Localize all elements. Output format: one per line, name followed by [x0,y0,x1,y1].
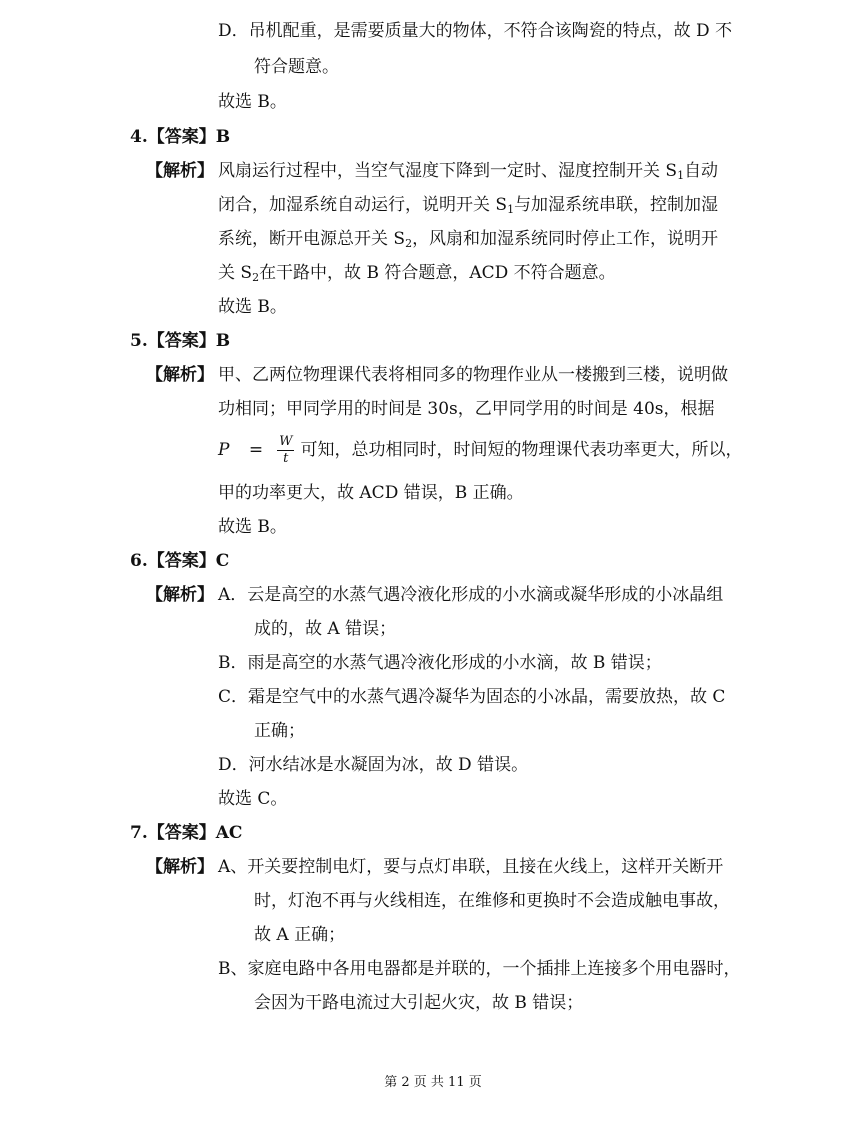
q6-analysis-label: 【解析】 [146,585,214,605]
q6-option-b: B．雨是高空的水蒸气遇冷液化形成的小水滴，故 B 错误； [218,653,662,673]
page-footer: 第 2 页 共 11 页 [384,1075,482,1090]
q4-analysis-line3: 系统，断开电源总开关 $S_2$，风扇和加湿系统同时停止工作，说明开 [218,229,719,250]
q5-analysis-line4: 甲的功率更大，故 ACD 错误，B 正确。 [218,483,524,503]
q7-answer-heading: 7.【答案】AC [130,823,243,843]
formula-p: P [218,440,230,460]
q5-answer-heading: 5.【答案】B [130,331,231,351]
formula-equals: = [248,440,264,460]
q6-option-d: D．河水结冰是水凝固为冰，故 D 错误。 [218,755,529,775]
q5-analysis-line2: 功相同；甲同学用的时间是 30s，乙甲同学用的时间是 40s，根据 [218,399,715,419]
q4-analysis-line4: 关 $S_2$在干路中，故 B 符合题意，ACD 不符合题意。 [218,263,616,284]
q6-answer-heading: 6.【答案】C [130,551,230,571]
q4-answer-heading: 4.【答案】B [130,127,231,147]
q6-option-c-line1: C．霜是空气中的水蒸气遇冷凝华为固态的小冰晶，需要放热，故 C [218,687,726,707]
q7-option-b-line2: 会因为干路电流过大引起火灾，故 B 错误； [254,993,584,1013]
q3-option-d-line2: 符合题意。 [254,57,339,77]
q7-option-a-line3: 故 A 正确； [254,925,346,945]
formula-fraction: $\frac{W}{t}$ [279,434,293,466]
q7-option-b-line1: B、家庭电路中各用电器都是并联的，一个插排上连接多个用电器时， [218,959,741,979]
q5-analysis-line3: 可知，总功相同时，时间短的物理课代表功率更大，所以， [300,440,743,460]
q5-analysis-line1: 甲、乙两位物理课代表将相同多的物理作业从一楼搬到三楼，说明做 [218,365,728,385]
q5-formula-line [218,430,742,470]
q6-conclusion: 故选 C。 [218,789,288,809]
q6-option-a-line2: 成的，故 A 错误； [254,619,397,639]
q7-option-a-line2: 时，灯泡不再与火线相连，在维修和更换时不会造成触电事故， [254,891,730,911]
q3-conclusion: 故选 B。 [218,92,287,112]
q4-analysis-label: 【解析】 [146,161,214,181]
q6-option-a-line1: A．云是高空的水蒸气遇冷液化形成的小水滴或凝华形成的小冰晶组 [218,585,724,605]
q4-analysis-line2: 闭合，加湿系统自动运行，说明开关 $S_1$与加湿系统串联，控制加湿 [218,195,719,216]
q4-analysis-line1: 风扇运行过程中，当空气湿度下降到一定时、湿度控制开关 $S_1$自动 [218,161,719,182]
q7-analysis-label: 【解析】 [146,857,214,877]
q4-conclusion: 故选 B。 [218,297,287,317]
q5-analysis-label: 【解析】 [146,365,214,385]
q5-conclusion: 故选 B。 [218,517,287,537]
q3-option-d-line1: D．吊机配重，是需要质量大的物体，不符合该陶瓷的特点，故 D 不 [218,21,733,41]
q7-option-a-line1: A、开关要控制电灯，要与点灯串联，且接在火线上，这样开关断开 [218,857,724,877]
q6-option-c-line2: 正确； [254,721,305,741]
